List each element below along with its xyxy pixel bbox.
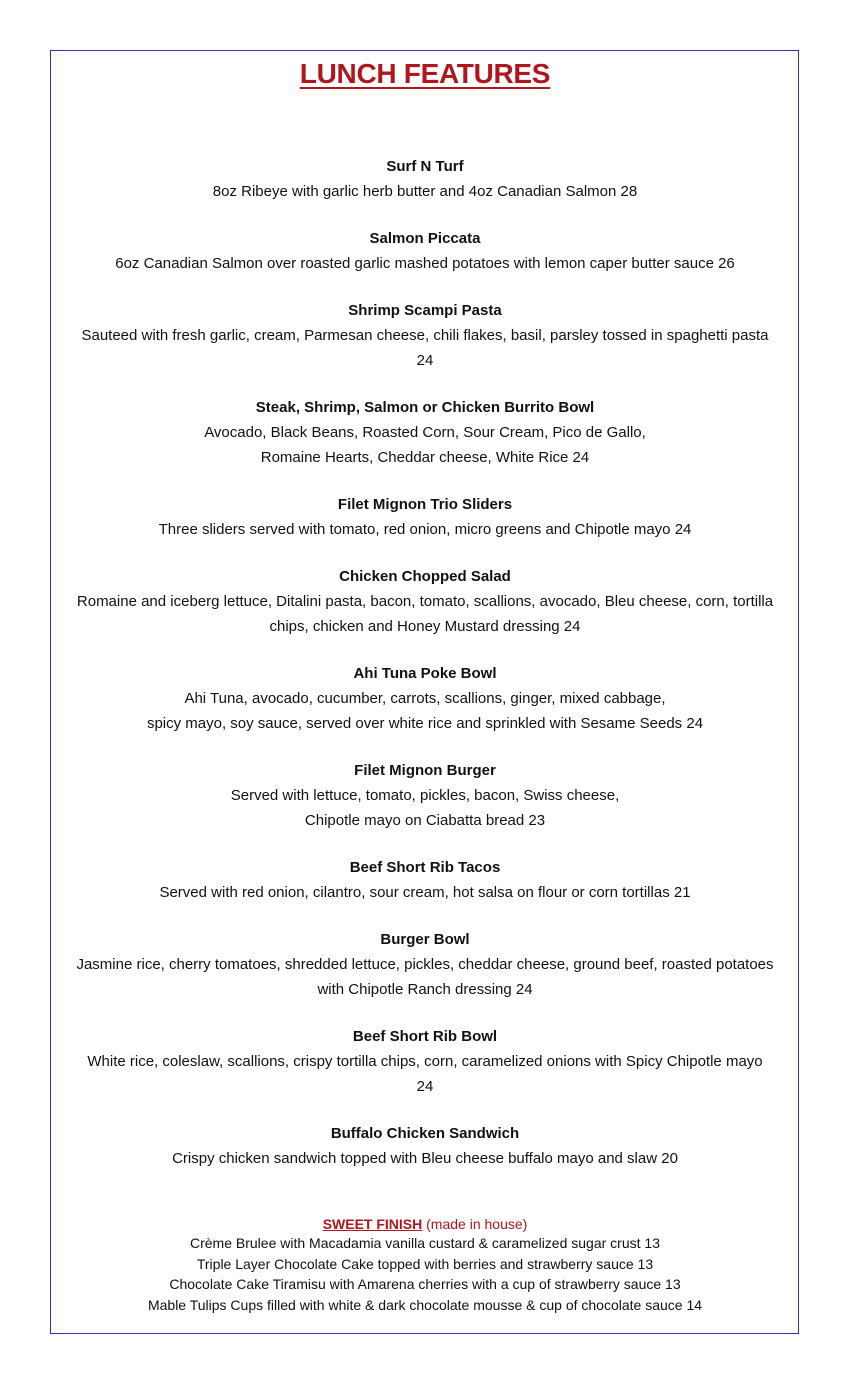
item-description: 24 bbox=[416, 1078, 434, 1095]
item-description: Romaine and iceberg lettuce, Ditalini pasta, bacon, tomato, scallions, avocado, Bleu cheese, corn, tortilla bbox=[76, 593, 774, 610]
item-description: 8oz Ribeye with garlic herb butter and 4oz Canadian Salmon 28 bbox=[212, 183, 638, 200]
item-name: Filet Mignon Trio Sliders bbox=[337, 496, 513, 513]
sweet-finish-note: (made in house) bbox=[422, 1216, 528, 1232]
item-description: Sauteed with fresh garlic, cream, Parmesan cheese, chili flakes, basil, parsley tossed in spaghetti pasta bbox=[81, 327, 769, 344]
menu-item bbox=[52, 298, 798, 373]
item-description: 6oz Canadian Salmon over roasted garlic mashed potatoes with lemon caper butter sauce 26 bbox=[115, 255, 735, 272]
item-name: Filet Mignon Burger bbox=[354, 762, 496, 779]
menu-item bbox=[52, 226, 798, 276]
item-name: Chicken Chopped Salad bbox=[339, 568, 511, 585]
sweet-finish-label: SWEET FINISH bbox=[322, 1216, 423, 1232]
item-name: Burger Bowl bbox=[380, 931, 470, 948]
dessert-item: Crème Brulee with Macadamia vanilla custard & caramelized sugar crust 13 bbox=[190, 1235, 660, 1251]
item-description: Served with lettuce, tomato, pickles, bacon, Swiss cheese, bbox=[230, 787, 620, 804]
item-description: White rice, coleslaw, scallions, crispy tortilla chips, corn, caramelized onions with Spicy Chipotle mayo bbox=[87, 1053, 763, 1070]
item-description: Served with red onion, cilantro, sour cream, hot salsa on flour or corn tortillas 21 bbox=[159, 884, 691, 901]
menu-item bbox=[52, 395, 798, 470]
item-description: Jasmine rice, cherry tomatoes, shredded lettuce, pickles, cheddar cheese, ground beef, roasted potatoes bbox=[76, 956, 774, 973]
item-description: Crispy chicken sandwich topped with Bleu cheese buffalo mayo and slaw 20 bbox=[172, 1150, 678, 1167]
sweet-finish-section bbox=[52, 1215, 798, 1315]
item-description: Avocado, Black Beans, Roasted Corn, Sour Cream, Pico de Gallo, bbox=[204, 424, 646, 441]
menu-item bbox=[52, 661, 798, 736]
sweet-finish-heading bbox=[52, 1215, 798, 1233]
item-description: spicy mayo, soy sauce, served over white rice and sprinkled with Sesame Seeds 24 bbox=[146, 715, 704, 732]
item-description: Three sliders served with tomato, red onion, micro greens and Chipotle mayo 24 bbox=[158, 521, 692, 538]
item-name: Buffalo Chicken Sandwich bbox=[330, 1125, 520, 1142]
item-name: Surf N Turf bbox=[386, 158, 464, 175]
item-description: chips, chicken and Honey Mustard dressing 24 bbox=[269, 618, 581, 635]
item-description: 24 bbox=[416, 352, 434, 369]
dessert-item: Triple Layer Chocolate Cake topped with berries and strawberry sauce 13 bbox=[196, 1255, 654, 1272]
item-name: Steak, Shrimp, Salmon or Chicken Burrito Bowl bbox=[255, 399, 595, 416]
menu-item bbox=[52, 1024, 798, 1099]
menu-item bbox=[52, 564, 798, 639]
item-description: Romaine Hearts, Cheddar cheese, White Rice 24 bbox=[260, 449, 590, 466]
menu-title: LUNCH FEATURES bbox=[299, 58, 551, 89]
item-name: Ahi Tuna Poke Bowl bbox=[353, 665, 497, 682]
item-description: Ahi Tuna, avocado, cucumber, carrots, scallions, ginger, mixed cabbage, bbox=[184, 690, 666, 707]
menu-items bbox=[52, 154, 798, 1193]
menu-item bbox=[52, 1121, 798, 1171]
dessert-item: Chocolate Cake Tiramisu with Amarena cherries with a cup of strawberry sauce 13 bbox=[169, 1276, 681, 1292]
menu-item bbox=[52, 927, 798, 1002]
item-name: Salmon Piccata bbox=[369, 230, 481, 247]
item-name: Shrimp Scampi Pasta bbox=[348, 302, 502, 319]
item-name: Beef Short Rib Tacos bbox=[349, 859, 501, 876]
item-description: Chipotle mayo on Ciabatta bread 23 bbox=[304, 812, 546, 829]
menu-item bbox=[52, 492, 798, 542]
menu-item bbox=[52, 758, 798, 833]
item-name: Beef Short Rib Bowl bbox=[352, 1028, 498, 1045]
menu-item bbox=[52, 154, 798, 204]
menu-item bbox=[52, 855, 798, 905]
dessert-item: Mable Tulips Cups filled with white & dark chocolate mousse & cup of chocolate sauce 14 bbox=[147, 1296, 703, 1313]
item-description: with Chipotle Ranch dressing 24 bbox=[317, 981, 533, 998]
